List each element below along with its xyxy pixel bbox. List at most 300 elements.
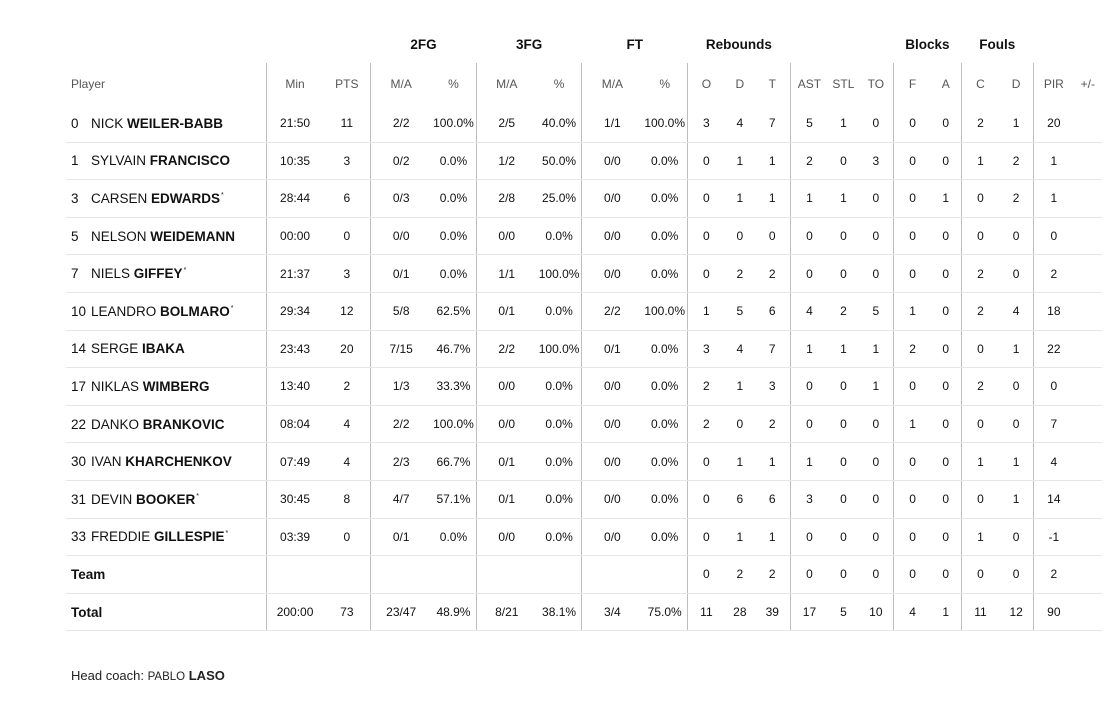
cell-reb-d: 2 bbox=[725, 556, 755, 594]
cell-pm bbox=[1074, 405, 1102, 443]
cell-foul-d: 1 bbox=[999, 105, 1033, 142]
player-row bbox=[66, 105, 1102, 142]
cell-blk-a: 0 bbox=[931, 105, 961, 142]
cell-reb-o: 2 bbox=[688, 405, 725, 443]
cell-min: 08:04 bbox=[266, 405, 323, 443]
head-coach-label: Head coach: bbox=[71, 668, 148, 683]
cell-reb-o: 11 bbox=[688, 593, 725, 631]
cell-ast: 1 bbox=[790, 330, 828, 368]
player-first-name[interactable]: SERGE bbox=[91, 341, 139, 357]
cell-fg3-ma: 0/1 bbox=[476, 480, 536, 518]
group-blocks: Blocks bbox=[905, 37, 950, 52]
cell-foul-c: 2 bbox=[961, 368, 999, 406]
cell-reb-t: 1 bbox=[755, 142, 790, 180]
cell-blk-a: 0 bbox=[931, 518, 961, 556]
player-last-name[interactable]: IBAKA bbox=[142, 341, 185, 357]
cell-fg2-pct: 100.0% bbox=[431, 405, 476, 443]
player-row bbox=[66, 217, 1102, 255]
cell-pts: 6 bbox=[323, 180, 370, 218]
cell-ft-pct: 0.0% bbox=[642, 405, 687, 443]
player-last-name[interactable]: GILLESPIE bbox=[154, 529, 225, 545]
cell-pir: 1 bbox=[1033, 142, 1073, 180]
cell-ft-ma: 3/4 bbox=[582, 593, 642, 631]
cell-ast: 4 bbox=[790, 292, 828, 330]
player-number: 14 bbox=[71, 341, 87, 357]
cell-pm bbox=[1074, 105, 1102, 142]
starter-mark: * bbox=[221, 191, 224, 199]
col-plus-minus[interactable]: +/- bbox=[1080, 77, 1096, 91]
cell-pm bbox=[1074, 518, 1102, 556]
cell-fg2-pct: 0.0% bbox=[431, 142, 476, 180]
col-to[interactable]: TO bbox=[867, 77, 885, 91]
col-3fg-pct[interactable]: % bbox=[553, 77, 565, 91]
cell-min: 21:50 bbox=[266, 105, 323, 142]
column-header-row bbox=[66, 63, 1102, 105]
player-number: 10 bbox=[71, 303, 87, 319]
cell-to: 3 bbox=[859, 142, 894, 180]
col-foul-d[interactable]: D bbox=[1011, 77, 1021, 91]
cell-pm bbox=[1074, 443, 1102, 481]
cell-to: 1 bbox=[859, 330, 894, 368]
col-2fg-ma[interactable]: M/A bbox=[371, 63, 431, 105]
cell-fg3-pct: 0.0% bbox=[537, 480, 582, 518]
cell-fg2-pct: 0.0% bbox=[431, 217, 476, 255]
cell-to: 5 bbox=[859, 292, 894, 330]
cell-fg3-pct: 0.0% bbox=[537, 368, 582, 406]
player-cell bbox=[66, 292, 266, 330]
cell-fg3-pct: 100.0% bbox=[537, 255, 582, 293]
cell-pts: 11 bbox=[323, 105, 370, 142]
player-first-name[interactable]: NIELS bbox=[91, 266, 131, 282]
player-cell bbox=[66, 255, 266, 293]
cell-ast: 0 bbox=[790, 217, 828, 255]
cell-fg2-ma: 23/47 bbox=[371, 593, 431, 631]
cell-pir: 22 bbox=[1033, 330, 1073, 368]
cell-pm bbox=[1074, 217, 1102, 255]
cell-ft-ma: 0/0 bbox=[582, 405, 642, 443]
cell-pm bbox=[1074, 480, 1102, 518]
cell-reb-t: 2 bbox=[755, 405, 790, 443]
cell-ft-pct: 0.0% bbox=[642, 180, 687, 218]
cell-fg3-ma: 2/5 bbox=[476, 105, 536, 142]
cell-reb-o: 3 bbox=[688, 105, 725, 142]
cell-reb-o: 0 bbox=[688, 518, 725, 556]
cell-reb-d: 1 bbox=[725, 142, 755, 180]
cell-pir: 2 bbox=[1033, 556, 1073, 594]
col-2fg-pct[interactable]: % bbox=[448, 77, 459, 91]
cell-fg3-pct: 0.0% bbox=[537, 217, 582, 255]
cell-ft-pct: 75.0% bbox=[642, 593, 687, 631]
cell-blk-f: 0 bbox=[894, 518, 931, 556]
cell-blk-f: 4 bbox=[894, 593, 931, 631]
cell-min: 21:37 bbox=[266, 255, 323, 293]
cell-pir: 0 bbox=[1033, 217, 1073, 255]
cell-ft-pct: 0.0% bbox=[642, 142, 687, 180]
cell-ft-ma: 0/0 bbox=[582, 368, 642, 406]
cell-fg2-ma: 0/1 bbox=[371, 518, 431, 556]
cell-fg2-ma bbox=[371, 556, 431, 594]
cell-pts: 12 bbox=[323, 292, 370, 330]
cell-foul-c: 1 bbox=[961, 443, 999, 481]
cell-foul-c: 0 bbox=[961, 480, 999, 518]
cell-to: 0 bbox=[859, 480, 894, 518]
cell-ft-ma bbox=[582, 556, 642, 594]
cell-pir: 4 bbox=[1033, 443, 1073, 481]
cell-blk-a: 0 bbox=[931, 405, 961, 443]
player-first-name[interactable]: CARSEN bbox=[91, 190, 148, 206]
cell-min: 200:00 bbox=[266, 593, 323, 631]
cell-min: 30:45 bbox=[266, 480, 323, 518]
cell-ast: 3 bbox=[790, 480, 828, 518]
cell-ft-ma: 0/1 bbox=[582, 330, 642, 368]
player-row bbox=[66, 518, 1102, 556]
cell-stl: 1 bbox=[828, 330, 858, 368]
cell-ft-pct bbox=[642, 556, 687, 594]
cell-to: 0 bbox=[859, 217, 894, 255]
cell-to: 0 bbox=[859, 556, 894, 594]
cell-min: 10:35 bbox=[266, 142, 323, 180]
player-last-name[interactable]: WEIDEMANN bbox=[150, 228, 236, 244]
col-foul-c[interactable]: C bbox=[961, 63, 999, 105]
cell-stl: 2 bbox=[828, 292, 858, 330]
player-last-name[interactable]: BOLMARO bbox=[160, 303, 230, 319]
cell-ft-ma: 0/0 bbox=[582, 180, 642, 218]
cell-pir: -1 bbox=[1033, 518, 1073, 556]
cell-foul-c: 1 bbox=[961, 142, 999, 180]
cell-ast: 17 bbox=[790, 593, 828, 631]
col-reb-t[interactable]: T bbox=[768, 77, 776, 91]
player-first-name[interactable]: LEANDRO bbox=[91, 303, 157, 319]
player-first-name[interactable]: DEVIN bbox=[91, 491, 133, 507]
cell-pts: 8 bbox=[323, 480, 370, 518]
col-ft-pct[interactable]: % bbox=[659, 77, 670, 91]
col-3fg-ma[interactable]: M/A bbox=[476, 63, 536, 105]
player-last-name[interactable]: BOOKER bbox=[136, 491, 196, 507]
cell-fg2-pct: 0.0% bbox=[431, 180, 476, 218]
cell-reb-t: 0 bbox=[755, 217, 790, 255]
cell-blk-f: 1 bbox=[894, 292, 931, 330]
cell-fg3-ma: 0/1 bbox=[476, 443, 536, 481]
cell-stl: 1 bbox=[828, 105, 858, 142]
cell-foul-d: 0 bbox=[999, 217, 1033, 255]
cell-blk-a: 0 bbox=[931, 443, 961, 481]
cell-foul-c: 2 bbox=[961, 105, 999, 142]
cell-blk-a: 0 bbox=[931, 255, 961, 293]
col-min[interactable]: Min bbox=[266, 63, 323, 105]
cell-pm bbox=[1074, 556, 1102, 594]
cell-fg3-pct: 0.0% bbox=[537, 443, 582, 481]
cell-fg3-ma: 0/0 bbox=[476, 405, 536, 443]
cell-fg2-pct: 33.3% bbox=[431, 368, 476, 406]
player-number: 0 bbox=[71, 115, 79, 131]
cell-fg2-ma: 4/7 bbox=[371, 480, 431, 518]
player-first-name[interactable]: NELSON bbox=[91, 228, 147, 244]
player-row bbox=[66, 292, 1102, 330]
player-last-name[interactable]: GIFFEY bbox=[133, 266, 183, 282]
head-coach-last[interactable]: LASO bbox=[188, 668, 225, 683]
cell-reb-o: 0 bbox=[688, 180, 725, 218]
cell-reb-t: 6 bbox=[755, 480, 790, 518]
cell-reb-d: 1 bbox=[725, 368, 755, 406]
player-row bbox=[66, 405, 1102, 443]
player-first-name[interactable]: FREDDIE bbox=[91, 529, 151, 545]
cell-fg2-ma: 2/2 bbox=[371, 105, 431, 142]
player-first-name[interactable]: IVAN bbox=[91, 454, 122, 470]
player-cell bbox=[66, 180, 266, 218]
player-last-name[interactable]: WIMBERG bbox=[142, 378, 210, 394]
cell-min: 23:43 bbox=[266, 330, 323, 368]
player-first-name[interactable]: DANKO bbox=[91, 416, 140, 432]
cell-blk-a: 0 bbox=[931, 480, 961, 518]
cell-fg3-ma: 0/0 bbox=[476, 217, 536, 255]
cell-fg2-ma: 7/15 bbox=[371, 330, 431, 368]
col-pts[interactable]: PTS bbox=[335, 77, 359, 91]
player-cell bbox=[66, 405, 266, 443]
cell-ft-pct: 100.0% bbox=[642, 105, 687, 142]
cell-fg3-ma: 0/0 bbox=[476, 368, 536, 406]
cell-ast: 1 bbox=[790, 180, 828, 218]
cell-blk-f: 0 bbox=[894, 556, 931, 594]
cell-blk-f: 0 bbox=[894, 142, 931, 180]
cell-reb-d: 2 bbox=[725, 255, 755, 293]
cell-ft-pct: 0.0% bbox=[642, 217, 687, 255]
starter-mark: * bbox=[196, 492, 200, 500]
cell-blk-f: 0 bbox=[894, 443, 931, 481]
cell-ast: 1 bbox=[790, 443, 828, 481]
cell-foul-c: 0 bbox=[961, 405, 999, 443]
cell-fg3-pct: 38.1% bbox=[537, 593, 582, 631]
player-first-name[interactable]: SYLVAIN bbox=[91, 153, 147, 169]
cell-fg2-ma: 0/2 bbox=[371, 142, 431, 180]
cell-blk-f: 0 bbox=[894, 255, 931, 293]
cell-min: 00:00 bbox=[266, 217, 323, 255]
cell-pm bbox=[1074, 142, 1102, 180]
cell-stl: 1 bbox=[828, 180, 858, 218]
cell-reb-d: 4 bbox=[725, 330, 755, 368]
cell-reb-o: 0 bbox=[688, 142, 725, 180]
cell-pts: 20 bbox=[323, 330, 370, 368]
cell-ast: 2 bbox=[790, 142, 828, 180]
cell-min: 13:40 bbox=[266, 368, 323, 406]
cell-reb-t: 7 bbox=[755, 105, 790, 142]
cell-blk-a: 0 bbox=[931, 142, 961, 180]
cell-pts: 0 bbox=[323, 518, 370, 556]
col-blk-a[interactable]: A bbox=[941, 77, 950, 91]
player-row bbox=[66, 255, 1102, 293]
cell-pts bbox=[323, 556, 370, 594]
col-stl[interactable]: STL bbox=[832, 77, 855, 91]
cell-pts: 4 bbox=[323, 405, 370, 443]
col-reb-o[interactable]: O bbox=[688, 63, 725, 105]
cell-fg3-pct: 0.0% bbox=[537, 292, 582, 330]
cell-fg2-pct: 48.9% bbox=[431, 593, 476, 631]
cell-blk-f: 1 bbox=[894, 405, 931, 443]
cell-pm bbox=[1074, 330, 1102, 368]
cell-stl: 0 bbox=[828, 405, 858, 443]
cell-fg3-ma: 0/1 bbox=[476, 292, 536, 330]
team-label: Team bbox=[66, 556, 266, 594]
cell-foul-d: 0 bbox=[999, 518, 1033, 556]
cell-fg2-pct: 46.7% bbox=[431, 330, 476, 368]
head-coach bbox=[71, 668, 225, 683]
player-cell bbox=[66, 142, 266, 180]
cell-foul-d: 0 bbox=[999, 368, 1033, 406]
col-reb-d[interactable]: D bbox=[735, 77, 745, 91]
player-row bbox=[66, 330, 1102, 368]
cell-ast: 0 bbox=[790, 405, 828, 443]
cell-fg3-ma: 2/8 bbox=[476, 180, 536, 218]
cell-fg3-ma: 8/21 bbox=[476, 593, 536, 631]
player-last-name[interactable]: KHARCHENKOV bbox=[125, 454, 232, 470]
cell-fg3-ma: 0/0 bbox=[476, 518, 536, 556]
cell-foul-c: 2 bbox=[961, 292, 999, 330]
cell-ft-pct: 0.0% bbox=[642, 518, 687, 556]
cell-fg2-pct: 0.0% bbox=[431, 255, 476, 293]
cell-stl: 5 bbox=[828, 593, 858, 631]
cell-foul-d: 2 bbox=[999, 142, 1033, 180]
cell-blk-a: 1 bbox=[931, 593, 961, 631]
cell-ft-pct: 0.0% bbox=[642, 255, 687, 293]
cell-pm bbox=[1074, 368, 1102, 406]
cell-ft-ma: 0/0 bbox=[582, 518, 642, 556]
cell-foul-d: 12 bbox=[999, 593, 1033, 631]
cell-pts: 3 bbox=[323, 255, 370, 293]
col-pir[interactable]: PIR bbox=[1033, 63, 1073, 105]
cell-fg3-pct: 40.0% bbox=[537, 105, 582, 142]
player-row bbox=[66, 480, 1102, 518]
cell-ft-pct: 0.0% bbox=[642, 330, 687, 368]
cell-ft-ma: 0/0 bbox=[582, 142, 642, 180]
player-last-name[interactable]: BRANKOVIC bbox=[142, 416, 225, 432]
cell-to: 0 bbox=[859, 255, 894, 293]
cell-pm bbox=[1074, 180, 1102, 218]
player-row bbox=[66, 368, 1102, 406]
cell-pir: 18 bbox=[1033, 292, 1073, 330]
player-cell bbox=[66, 330, 266, 368]
col-ft-ma[interactable]: M/A bbox=[582, 63, 642, 105]
cell-reb-o: 1 bbox=[688, 292, 725, 330]
cell-blk-f: 0 bbox=[894, 217, 931, 255]
cell-to: 0 bbox=[859, 518, 894, 556]
player-cell bbox=[66, 443, 266, 481]
cell-reb-o: 3 bbox=[688, 330, 725, 368]
cell-to: 0 bbox=[859, 443, 894, 481]
cell-fg3-ma: 1/2 bbox=[476, 142, 536, 180]
cell-stl: 0 bbox=[828, 142, 858, 180]
cell-foul-c: 0 bbox=[961, 556, 999, 594]
cell-foul-c: 0 bbox=[961, 330, 999, 368]
cell-fg2-ma: 2/2 bbox=[371, 405, 431, 443]
cell-fg3-ma: 2/2 bbox=[476, 330, 536, 368]
player-first-name[interactable]: NICK bbox=[91, 115, 124, 131]
player-last-name[interactable]: FRANCISCO bbox=[149, 153, 231, 169]
player-number: 3 bbox=[71, 190, 79, 206]
player-row bbox=[66, 443, 1102, 481]
cell-min: 07:49 bbox=[266, 443, 323, 481]
cell-fg3-pct: 0.0% bbox=[537, 518, 582, 556]
team-row bbox=[66, 556, 1102, 594]
cell-reb-o: 0 bbox=[688, 255, 725, 293]
cell-foul-c: 0 bbox=[961, 180, 999, 218]
cell-stl: 0 bbox=[828, 443, 858, 481]
group-2fg: 2FG bbox=[410, 37, 437, 52]
cell-fg3-pct: 25.0% bbox=[537, 180, 582, 218]
cell-stl: 0 bbox=[828, 556, 858, 594]
cell-blk-a: 0 bbox=[931, 330, 961, 368]
cell-reb-d: 0 bbox=[725, 405, 755, 443]
cell-fg3-pct: 0.0% bbox=[537, 405, 582, 443]
player-cell bbox=[66, 217, 266, 255]
cell-min: 28:44 bbox=[266, 180, 323, 218]
cell-foul-d: 1 bbox=[999, 443, 1033, 481]
player-last-name[interactable]: EDWARDS bbox=[151, 190, 221, 206]
col-blk-f[interactable]: F bbox=[894, 63, 931, 105]
cell-pts: 4 bbox=[323, 443, 370, 481]
cell-reb-d: 5 bbox=[725, 292, 755, 330]
total-label: Total bbox=[66, 593, 266, 631]
cell-blk-a: 1 bbox=[931, 180, 961, 218]
cell-ft-ma: 1/1 bbox=[582, 105, 642, 142]
starter-mark: * bbox=[183, 267, 187, 275]
col-player[interactable]: Player bbox=[71, 77, 106, 91]
group-header-row bbox=[66, 26, 1102, 63]
cell-reb-o: 0 bbox=[688, 217, 725, 255]
cell-foul-d: 0 bbox=[999, 405, 1033, 443]
player-number: 7 bbox=[71, 266, 79, 282]
col-ast[interactable]: AST bbox=[790, 63, 828, 105]
player-number: 22 bbox=[71, 416, 87, 432]
player-number: 31 bbox=[71, 491, 87, 507]
cell-fg2-pct bbox=[431, 556, 476, 594]
cell-pir: 14 bbox=[1033, 480, 1073, 518]
cell-reb-o: 0 bbox=[688, 443, 725, 481]
cell-stl: 0 bbox=[828, 255, 858, 293]
cell-fg2-ma: 0/0 bbox=[371, 217, 431, 255]
player-cell bbox=[66, 368, 266, 406]
player-number: 5 bbox=[71, 228, 79, 244]
total-row bbox=[66, 593, 1102, 631]
cell-pir: 90 bbox=[1033, 593, 1073, 631]
cell-reb-d: 0 bbox=[725, 217, 755, 255]
cell-fg2-ma: 2/3 bbox=[371, 443, 431, 481]
player-number: 30 bbox=[71, 454, 87, 470]
player-first-name[interactable]: NIKLAS bbox=[91, 378, 140, 394]
cell-pm bbox=[1074, 292, 1102, 330]
cell-fg2-ma: 0/3 bbox=[371, 180, 431, 218]
cell-pts: 0 bbox=[323, 217, 370, 255]
cell-fg2-ma: 1/3 bbox=[371, 368, 431, 406]
group-ft: FT bbox=[626, 37, 643, 52]
cell-fg3-pct: 50.0% bbox=[537, 142, 582, 180]
player-number: 1 bbox=[71, 153, 79, 169]
cell-ft-pct: 0.0% bbox=[642, 480, 687, 518]
cell-foul-d: 2 bbox=[999, 180, 1033, 218]
cell-to: 10 bbox=[859, 593, 894, 631]
cell-ft-ma: 0/0 bbox=[582, 217, 642, 255]
starter-mark: * bbox=[225, 530, 229, 538]
player-last-name[interactable]: WEILER-BABB bbox=[127, 115, 224, 131]
player-cell bbox=[66, 518, 266, 556]
cell-reb-t: 3 bbox=[755, 368, 790, 406]
cell-blk-a: 0 bbox=[931, 556, 961, 594]
cell-ft-pct: 0.0% bbox=[642, 368, 687, 406]
cell-reb-t: 2 bbox=[755, 556, 790, 594]
cell-foul-c: 0 bbox=[961, 217, 999, 255]
cell-blk-f: 0 bbox=[894, 480, 931, 518]
cell-reb-d: 1 bbox=[725, 180, 755, 218]
cell-foul-c: 2 bbox=[961, 255, 999, 293]
cell-fg2-ma: 5/8 bbox=[371, 292, 431, 330]
